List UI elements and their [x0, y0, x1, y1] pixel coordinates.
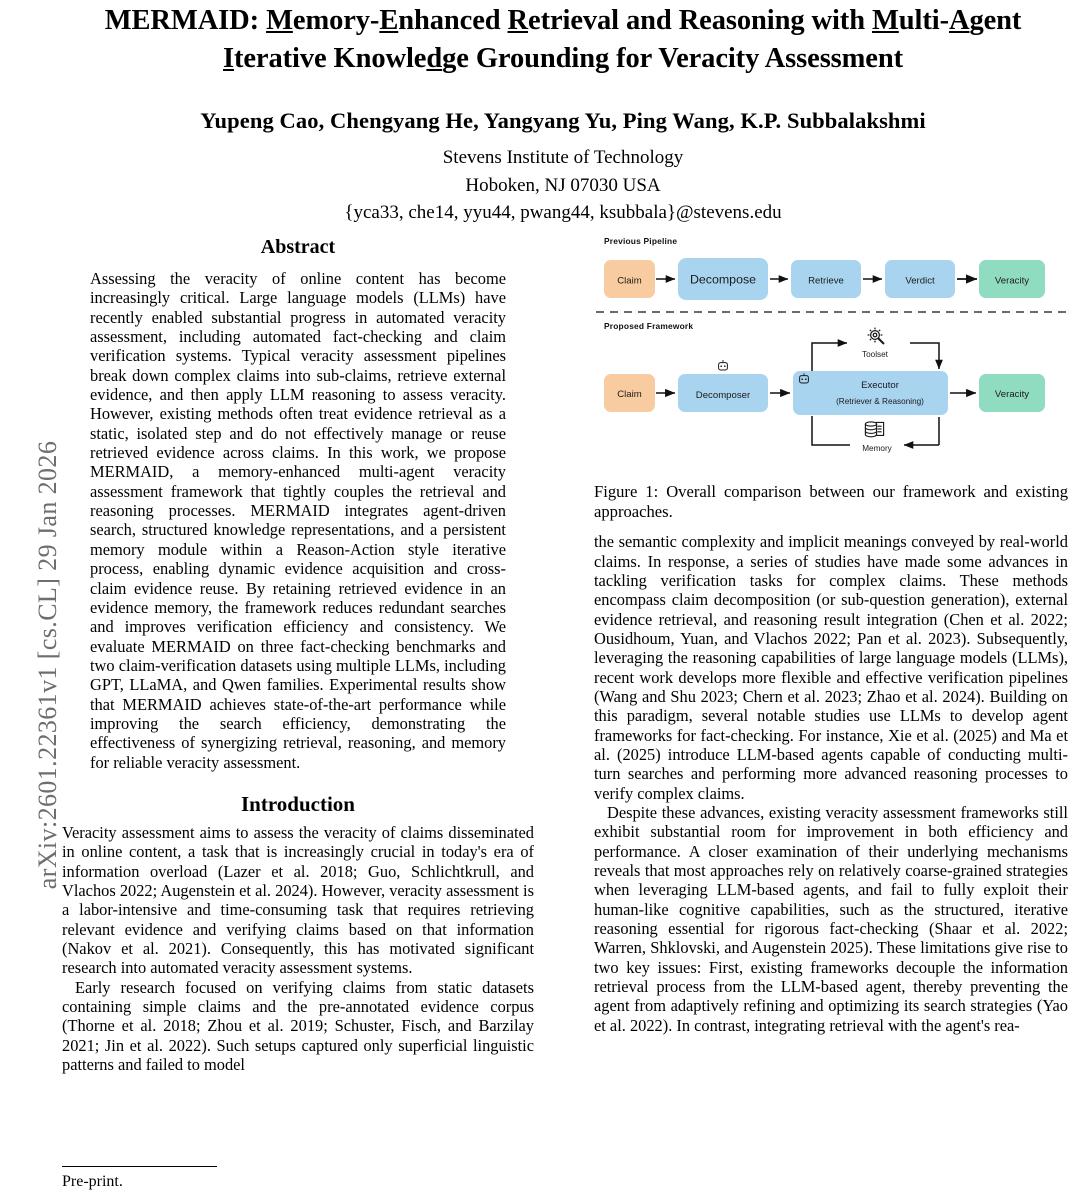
node-label-decompose: Decompose: [689, 272, 757, 287]
page-title: [58, 2, 1068, 78]
node-label-claim: Claim: [617, 275, 642, 287]
arrow-toolset-to-executor: [910, 343, 939, 369]
previous-pipeline-label: Previous Pipeline: [604, 236, 678, 246]
toolset-label: Toolset: [862, 350, 888, 359]
node-decompose: [678, 258, 768, 300]
arrow-executor-to-memory: [812, 416, 850, 445]
author-list: Yupeng Cao, Chengyang He, Yangyang Yu, Ping Wang, K.P. Subbalakshmi: [200, 108, 926, 133]
affiliation-address: Hoboken, NJ 07030 USA: [465, 174, 661, 196]
abstract-text: Assessing the veracity of online content has become increasingly critical. Large language models (LLMs) have recently enabled substantial progress in automated veracity assessment, including automated fact-checking and claim verification systems. Typical veracity assessment pipelines break down complex claims into sub-claims, retrieve external evidence, and then apply LLM reasoning to assess veracity. However, existing methods often treat evidence retrieval as a static, isolated step and do not effectively manage or reuse retrieved evidence across claims. In this work, we propose MERMAID, a memory-enhanced multi-agent veracity assessment framework that tightly couples the retrieval and reasoning processes. MERMAID integrates agent-driven search, structured knowledge representations, and a persistent memory module within a Reason-Action style iterative process, enabling dynamic evidence acquisition and cross-claim evidence reuse. By retaining retrieved evidence in an evidence memory, the framework reduces redundant searches and improves verification efficiency and consistency. We evaluate MERMAID on three fact-checking benchmarks and two claim-verification datasets using multiple LLMs, including GPT, LLaMA, and Qwen families. Experimental results show that MERMAID achieves state-of-the-art performance while improving the search efficiency, demonstrating the effectiveness of synergizing retrieval, reasoning, and memory for reliable veracity assessment.: [90, 269, 506, 772]
figure-caption: Figure 1: Overall comparison between our framework and existing approaches.: [594, 482, 1068, 521]
node-claim-proposed: [604, 374, 655, 412]
intro-paragraph-3: Despite these advances, existing veracity assessment frameworks still exhibit substantial room for improvement in both efficiency and performance. A closer examination of their underlying mechanisms reveals that most approaches rely on relatively coarse-grained strategies when leveraging LLM-based agents, and fail to fully exploit their human-like cognitive capabilities, such as the structured, iterative reasoning essential for rigorous fact-checking (Shaar et al. 2022; Warren, Shklovski, and Augenstein 2025). These limitations give rise to two key issues: First, existing frameworks decouple the information retrieval process from the LLM-based agent, thereby preventing the agent from adaptively refining and optimizing its search strategies (Yao et al. 2022). In contrast, integrating retrieval with the agent's rea-: [594, 803, 1068, 1035]
node-claim-previous: [604, 260, 655, 298]
node-label-executor: Executor: [861, 380, 899, 391]
node-verdict: [885, 260, 955, 298]
node-decomposer: [678, 360, 768, 412]
intro-paragraph-2: Early research focused on verifying claims from static datasets containing simple claims and the pre-annotated evidence corpus (Thorne et al. 2018; Zhou et al. 2019; Schuster, Fisch, and Barzilay 2021; Jin et al. 2022). Such setups captured only superficial linguistic patterns and failed to model: [62, 977, 534, 1075]
node-label-veracity-proposed: Veracity: [994, 389, 1030, 400]
right-column: [594, 228, 1068, 1035]
node-label-decomposer: Decomposer: [695, 390, 751, 401]
node-label-veracity: Veracity: [994, 275, 1030, 287]
affiliation-email: {yca33, che14, yyu44, pwang44, ksubbala}@stevens.edu: [344, 202, 782, 223]
arrow-executor-to-toolset: [812, 343, 847, 371]
arxiv-stamp: arXiv:2601.22361v1 [cs.CL] 29 Jan 2026: [33, 440, 62, 890]
node-label-claim-proposed: Claim: [617, 389, 642, 400]
affiliation-institution: Stevens Institute of Technology: [442, 147, 684, 168]
toolset-icon: [868, 328, 884, 344]
intro-paragraph-1: Veracity assessment aims to assess the veracity of claims disseminated in online content, a task that is increasingly crucial in today's era of information overload (Lazer et al. 2018; Guo, Schlichtkrull, and Vlachos 2022; Augenstein et al. 2024). However, veracity assessment is a labor-intensive and time-consuming task that requires retrieving relevant evidence and verifying claims based on that information (Nakov et al. 2021). Consequently, this has motivated significant research into automated veracity assessment systems.: [62, 822, 534, 978]
footnote-text: Pre-print.: [62, 1173, 123, 1190]
introduction-heading: Introduction: [241, 791, 355, 816]
memory-label: Memory: [862, 444, 892, 453]
title-block: [58, 0, 1068, 226]
framework-diagram: [594, 228, 1068, 478]
title-line-1: MERMAID: Memory-Enhanced Retrieval and Reasoning with Multi-Agent: [104, 5, 1022, 36]
figure-1: [594, 228, 1068, 478]
robot-icon-decomposer: [719, 360, 728, 370]
node-label-verdict: Verdict: [905, 275, 935, 287]
proposed-framework-label: Proposed Framework: [604, 321, 694, 331]
footnote-block: [62, 1166, 534, 1191]
node-label-executor-subtitle: (Retriever & Reasoning): [836, 397, 924, 406]
node-veracity-proposed: [979, 374, 1045, 412]
left-column: [62, 228, 534, 1074]
abstract-body: [90, 269, 506, 772]
node-retrieve: [791, 260, 861, 298]
intro-paragraph-2-continued: the semantic complexity and implicit meanings conveyed by real-world claims. In response, a series of studies have made some advances in tackling verification tasks for complex claims. These methods encompass claim decomposition (or sub-question generation), external evidence retrieval, and reasoning result integration (Chen et al. 2022; Ousidhoum, Yuan, and Vlachos 2022; Pan et al. 2023). Subsequently, leveraging the reasoning capabilities of large language models (LLMs), recent work develops more flexible and effective verification pipelines (Wang and Shu 2023; Chern et al. 2023; Zhao et al. 2024). Building on this paradigm, several notable studies use LLMs to develop agent frameworks for fact-checking. For instance, Xie et al. (2025) and Ma et al. (2025) introduce LLM-based agents capable of conducting multi-turn searches and performing more advanced reasoning processes to verify complex claims.: [594, 532, 1068, 803]
abstract-heading: Abstract: [260, 236, 336, 258]
node-veracity-previous: [979, 260, 1045, 298]
title-line-2: Iterative Knowledge Grounding for Veracity Assessment: [222, 43, 904, 74]
figure-caption-wrap: [594, 482, 1068, 521]
node-label-retrieve: Retrieve: [808, 275, 844, 287]
footnote-rule: [62, 1166, 217, 1167]
node-executor: [793, 371, 948, 415]
memory-icon: [865, 422, 883, 437]
